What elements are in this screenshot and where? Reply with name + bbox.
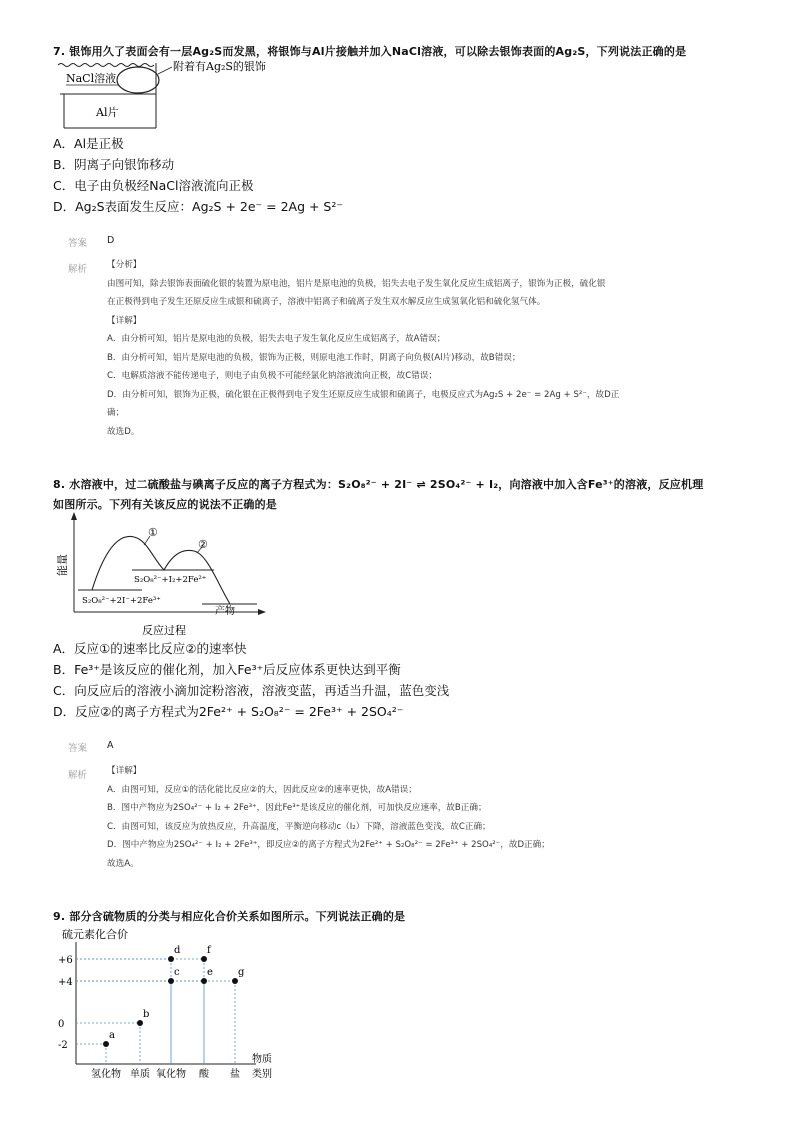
y-tick-label: 0 (58, 1019, 65, 1030)
explanation-line: D．图中产物应为2SO₄²⁻ + I₂ + 2Fe³⁺，即反应②的离子方程式为2Fe²⁺ + S₂O₈²⁻ = 2Fe³⁺ + 2SO₄²⁻，故D正确； (107, 840, 550, 850)
explanation-line: 故选A。 (107, 858, 139, 869)
explanation-line: 【详解】 (107, 766, 142, 776)
q7-explanation (107, 256, 747, 441)
q7-solution-label: NaCl溶液 (66, 72, 117, 85)
y-tick-label: -2 (58, 1040, 68, 1051)
q7-plate-label: Al片 (96, 106, 119, 119)
explanation-line: 在正极得到电子发生还原反应生成银和硫离子，溶液中铝离子和硫离子发生双水解反应生成氢氧化铝和硫化氢气体。 (107, 297, 546, 307)
point-label: f (207, 945, 211, 956)
q7-option-a[interactable]: A．Al是正极 (53, 136, 124, 151)
explanation-line: D．由分析可知，银饰为正极，硫化银在正极得到电子发生还原反应生成银和硫离子，电极反应式为Ag₂S + 2e⁻ = 2Ag + S²⁻，故D正 (107, 389, 620, 400)
q8-x-label: 反应过程 (142, 624, 186, 637)
q9-valence-chart (56, 924, 296, 1084)
q8-option-a[interactable]: A．反应①的速率比反应②的速率快 (53, 641, 247, 656)
q8-answer-label: 答案 (68, 743, 88, 754)
explanation-line: 确； (107, 408, 125, 418)
explanation-line: 【详解】 (107, 315, 142, 326)
q8-stem-line2: 如图所示。下列有关该反应的说法不正确的是 (53, 498, 277, 511)
data-point-b (137, 1020, 143, 1026)
category-label: 酸 (199, 1069, 209, 1080)
q8-reactants-label: S₂O₈²⁻+2I⁻+2Fe³⁺ (82, 596, 161, 606)
q7-answer: D (107, 235, 115, 246)
point-label: g (238, 967, 245, 978)
explanation-line: 故选D。 (107, 426, 140, 437)
data-point-g (232, 978, 238, 984)
explanation-line: B．由分析可知，铝片是原电池的负极，银饰为正极，则原电池工作时，阴离子向负极(Al片)移动，故B错误； (107, 352, 521, 363)
point-label: b (143, 1009, 150, 1020)
q8-option-d[interactable]: D．反应②的离子方程式为2Fe²⁺ + S₂O₈²⁻ = 2Fe³⁺ + 2SO₄²⁻ (53, 704, 404, 719)
q7-stem: 7. 银饰用久了表面会有一层Ag₂S而发黑，将银饰与Al片接触并加入NaCl溶液，可以除去银饰表面的Ag₂S，下列说法正确的是 (53, 45, 687, 58)
q8-marker-1: ① (148, 526, 158, 539)
explanation-line: 【分析】 (107, 260, 142, 270)
category-label: 单质 (130, 1069, 150, 1080)
q7-option-d[interactable]: D．Ag₂S表面发生反应：Ag₂S + 2e⁻ = 2Ag + S²⁻ (53, 199, 343, 214)
q8-stem-line1: 8. 水溶液中，过二硫酸盐与碘离子反应的离子方程式为：S₂O₈²⁻ + 2I⁻ ⇌ 2SO₄²⁻ + I₂，向溶液中加入含Fe³⁺的溶液，反应机理 (53, 478, 704, 491)
point-label: a (109, 1030, 115, 1041)
explanation-line: B．图中产物应为2SO₄²⁻ + I₂ + 2Fe³⁺，因此Fe³⁺是该反应的催化剂，可加快反应速率，故B正确； (107, 803, 487, 813)
explanation-line: 由图可知，除去银饰表面硫化银的装置为原电池，铝片是原电池的负极，铝失去电子发生氧化反应生成铝离子，银饰为正极，硫化银 (107, 278, 606, 289)
q9-stem: 9. 部分含硫物质的分类与相应化合价关系如图所示。下列说法正确的是 (53, 910, 406, 923)
q8-explanation-label: 解析 (68, 770, 88, 781)
category-label: 氧化物 (156, 1069, 186, 1080)
q7-cell-diagram (56, 58, 276, 138)
q7-option-b[interactable]: B．阴离子向银饰移动 (53, 157, 175, 172)
explanation-line: C．由图可知，该反应为放热反应，升高温度，平衡逆向移动c（I₂）下降，溶液蓝色变浅，故C正确； (107, 821, 491, 832)
explanation-line: A．由图可知，反应①的活化能比反应②的大，因此反应②的速率更快，故A错误； (107, 784, 417, 795)
data-point-f (201, 956, 207, 962)
explanation-line: A．由分析可知，铝片是原电池的负极，铝失去电子发生氧化反应生成铝离子，故A错误； (107, 334, 446, 344)
point-label: e (207, 967, 213, 978)
q8-explanation (107, 762, 747, 873)
q9-x-label-2: 类别 (252, 1069, 272, 1080)
data-point-e (201, 978, 207, 984)
q7-explanation-label: 解析 (68, 264, 88, 275)
q8-marker-2: ② (198, 538, 208, 551)
q7-callout-label: 附着有Ag₂S的银饰 (173, 60, 266, 73)
q7-answer-label: 答案 (68, 238, 88, 249)
q9-x-label-1: 物质 (252, 1054, 272, 1065)
point-label: d (174, 945, 181, 956)
y-tick-label: +6 (58, 955, 73, 966)
q8-answer: A (107, 740, 114, 751)
q8-intermediate-label: S₂O₈²⁻+I₂+2Fe²⁺ (134, 575, 207, 585)
data-point-a (103, 1041, 109, 1047)
q7-option-c[interactable]: C．电子由负极经NaCl溶液流向正极 (53, 178, 254, 193)
q8-option-b[interactable]: B．Fe³⁺是该反应的催化剂，加入Fe³⁺后反应体系更快达到平衡 (53, 662, 401, 677)
point-label: c (174, 967, 180, 978)
q8-option-c[interactable]: C．向反应后的溶液小滴加淀粉溶液，溶液变蓝，再适当升温，蓝色变浅 (53, 683, 450, 698)
q8-product-label: 产物 (215, 606, 235, 617)
data-point-c (168, 978, 174, 984)
q9-y-label: 硫元素化合价 (62, 928, 128, 941)
explanation-line: C．电解质溶液不能传递电子，则电子由负极不可能经氯化钠溶液流向正极，故C错误； (107, 371, 437, 381)
y-tick-label: +4 (58, 977, 73, 988)
data-point-d (168, 956, 174, 962)
category-label: 氢化物 (91, 1069, 121, 1080)
category-label: 盐 (230, 1069, 240, 1080)
q8-energy-diagram (52, 512, 282, 640)
q8-y-label: 能量 (56, 554, 69, 576)
